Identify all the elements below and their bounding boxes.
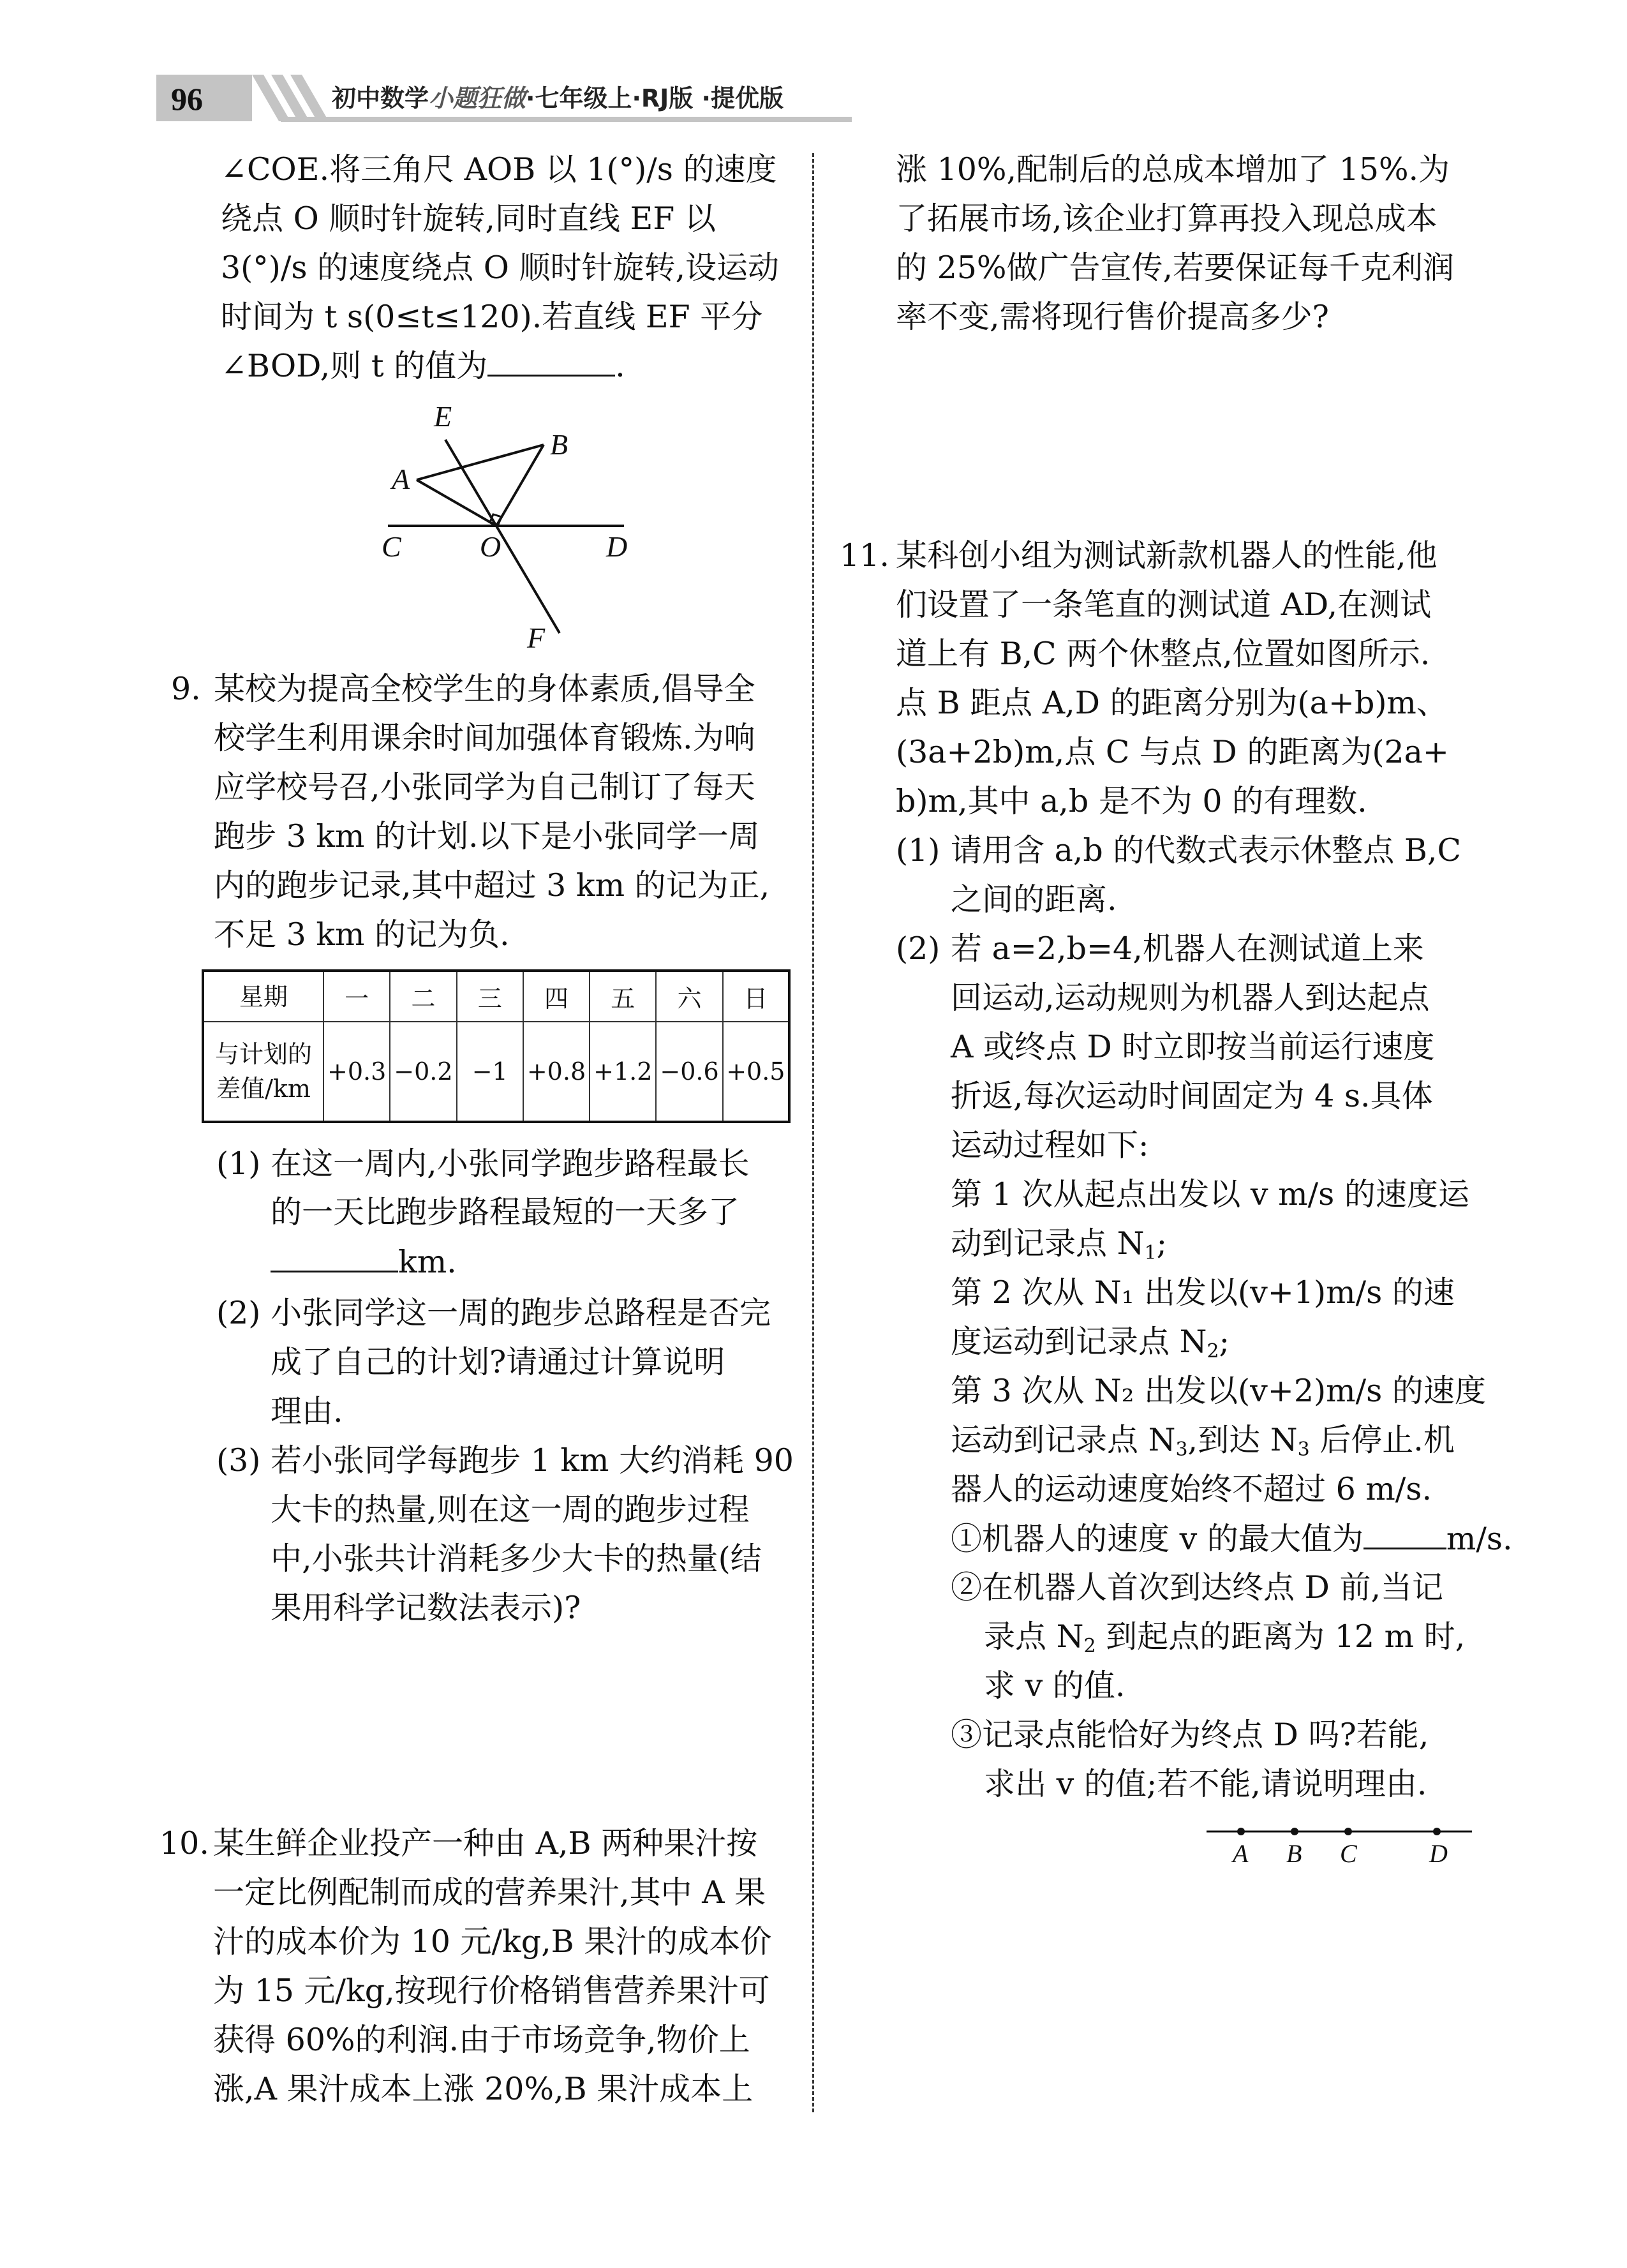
q9-line: 不足 3 km 的记为负. xyxy=(214,916,510,953)
title-suffix: ·七年级上·RJ版 ·提优版 xyxy=(526,84,784,112)
q8-line: ∠COE.将三角尺 AOB 以 1(°)/s 的速度 xyxy=(221,151,777,188)
table-cell-day: 四 xyxy=(523,971,590,1022)
q11-n2-text: 度运动到记录点 N xyxy=(951,1324,1207,1360)
q9-part1-label: (1) xyxy=(216,1145,261,1182)
point-label-b: B xyxy=(1286,1839,1302,1868)
q8-line: 3(°)/s 的速度绕点 O 顺时针旋转,设运动 xyxy=(221,250,780,286)
q11-line: 某科创小组为测试新款机器人的性能,他 xyxy=(896,537,1438,574)
q8-last-line-text: ∠BOD,则 t 的值为 xyxy=(221,348,488,384)
q9-part3-line: 若小张同学每跑步 1 km 大约消耗 90 xyxy=(271,1442,794,1479)
point-c xyxy=(1344,1828,1352,1835)
q8-line: 绕点 O 顺时针旋转,同时直线 EF 以 xyxy=(221,200,716,237)
point-b xyxy=(1291,1828,1298,1835)
item-text: 记录点能恰好为终点 D 吗?若能, xyxy=(982,1717,1429,1753)
table-cell-day: 六 xyxy=(656,971,722,1022)
table-cell-value: −0.2 xyxy=(390,1022,456,1122)
q9-line: 跑步 3 km 的计划.以下是小张同学一周 xyxy=(214,818,760,854)
table-cell-value: +0.3 xyxy=(323,1022,390,1122)
q11-n3-text: 运动到记录点 N xyxy=(951,1422,1176,1458)
table-cell-value: −0.6 xyxy=(656,1022,722,1122)
q9-number: 9. xyxy=(171,671,201,707)
table-header-weekday: 星期 xyxy=(203,971,323,1022)
item-text: 到起点的距离为 12 m 时, xyxy=(1096,1618,1466,1655)
semicolon: ; xyxy=(1156,1225,1168,1262)
title-logo: 小题狂做 xyxy=(429,84,526,112)
label-e: E xyxy=(434,400,452,433)
q11-n3-text: ,到达 N xyxy=(1187,1422,1298,1458)
q11-part2-line: 第 1 次从起点出发以 v m/s 的速度运 xyxy=(951,1176,1469,1212)
table-cell-value: +0.8 xyxy=(523,1022,590,1122)
q10-line: 获得 60%的利润.由于市场竞争,物价上 xyxy=(213,2022,750,2058)
q11-line: 们设置了一条笔直的测试道 AD,在测试 xyxy=(896,586,1432,623)
q11-part2-line: 折返,每次运动时间固定为 4 s.具体 xyxy=(951,1078,1433,1114)
q9-line: 内的跑步记录,其中超过 3 km 的记为正, xyxy=(214,867,770,904)
q9-part2-label: (2) xyxy=(216,1295,261,1331)
q11-part2-line: 若 a=2,b=4,机器人在测试道上来 xyxy=(951,930,1424,967)
title-prefix: 初中数学 xyxy=(332,84,429,112)
table-header-diff-line1: 与计划的 xyxy=(214,1040,312,1068)
label-o: O xyxy=(480,530,501,563)
circled-number: ② xyxy=(951,1569,983,1606)
table-cell-value: +1.2 xyxy=(590,1022,656,1122)
table-header-diff-line2: 差值/km xyxy=(216,1075,311,1103)
point-d xyxy=(1433,1828,1441,1835)
q9-part3-line: 果用科学记数法表示)? xyxy=(271,1590,581,1626)
q10-line: 某生鲜企业投产一种由 A,B 两种果汁按 xyxy=(213,1825,758,1861)
q9-line: 某校为提高全校学生的身体素质,倡导全 xyxy=(214,671,755,707)
q11-line: 点 B 距点 A,D 的距离分别为(a+b)m、 xyxy=(896,685,1448,721)
table-cell-value: +0.5 xyxy=(723,1022,789,1122)
q11-n1-text: 动到记录点 N xyxy=(951,1225,1145,1262)
q10-line: 涨 10%,配制后的总成本增加了 15%.为 xyxy=(896,151,1450,188)
subscript: 3 xyxy=(1175,1438,1188,1461)
q11-part2-line: 运动过程如下: xyxy=(951,1127,1149,1163)
q11-line: (3a+2b)m,点 C 与点 D 的距离为(2a+ xyxy=(896,734,1449,770)
point-label-d: D xyxy=(1429,1839,1448,1868)
table-cell-day: 三 xyxy=(457,971,523,1022)
point-label-c: C xyxy=(1340,1839,1357,1868)
subscript: 2 xyxy=(1207,1340,1219,1362)
q11-line: 道上有 B,C 两个休整点,位置如图所示. xyxy=(896,636,1430,672)
item-text: 录点 N xyxy=(984,1618,1084,1655)
label-b: B xyxy=(550,428,568,461)
q9-part2-line: 理由. xyxy=(271,1393,343,1429)
q10-line: 为 15 元/kg,按现行价格销售营养果汁可 xyxy=(213,1973,770,2009)
q11-part2-line: 回运动,运动规则为机器人到达起点 xyxy=(951,980,1430,1016)
item-text: 在机器人首次到达终点 D 前,当记 xyxy=(982,1569,1444,1606)
table-cell-day: 一 xyxy=(323,971,390,1022)
q10-line: 了拓展市场,该企业打算再投入现总成本 xyxy=(896,200,1438,237)
circled-number: ① xyxy=(951,1521,983,1557)
q11-n3-text: 后停止.机 xyxy=(1309,1422,1455,1458)
q9-part1-line: 在这一周内,小张同学跑步路程最长 xyxy=(271,1145,750,1182)
q11-part2-label: (2) xyxy=(896,930,940,967)
table-cell-day: 二 xyxy=(390,971,456,1022)
q11-part2-line: 器人的运动速度始终不超过 6 m/s. xyxy=(951,1471,1432,1507)
q9-part2-line: 成了自己的计划?请通过计算说明 xyxy=(271,1344,725,1380)
q11-line: b)m,其中 a,b 是不为 0 的有理数. xyxy=(896,783,1367,819)
q10-line: 率不变,需将现行售价提高多少? xyxy=(896,299,1329,335)
subscript: 2 xyxy=(1083,1635,1096,1657)
q11-part1-line: 请用含 a,b 的代数式表示休整点 B,C xyxy=(951,832,1461,869)
q9-part1-line: 的一天比跑步路程最短的一天多了 xyxy=(271,1194,740,1230)
q9-part3-label: (3) xyxy=(216,1442,261,1479)
point-label-a: A xyxy=(1233,1839,1249,1868)
q9-line: 应学校号召,小张同学为自己制订了每天 xyxy=(214,769,755,805)
q9-line: 校学生利用课余时间加强体育锻炼.为响 xyxy=(214,720,755,756)
subscript: 3 xyxy=(1297,1438,1310,1461)
item-text: 机器人的速度 v 的最大值为 xyxy=(982,1521,1363,1557)
table-cell-day: 五 xyxy=(590,971,656,1022)
q11-part2-line: 第 3 次从 N₂ 出发以(v+2)m/s 的速度 xyxy=(951,1373,1486,1409)
q11-part1-line: 之间的距离. xyxy=(951,881,1117,918)
q11-item-3-cont: 求出 v 的值;若不能,请说明理由. xyxy=(984,1766,1427,1802)
q10-line: 汁的成本价为 10 元/kg,B 果汁的成本价 xyxy=(213,1923,772,1960)
q11-part1-label: (1) xyxy=(896,832,940,869)
label-d: D xyxy=(606,530,628,563)
q8-line: 时间为 t s(0≤t≤120).若直线 EF 平分 xyxy=(221,299,763,335)
q11-part2-line: 第 2 次从 N₁ 出发以(v+1)m/s 的速 xyxy=(951,1274,1455,1311)
table-cell-value: −1 xyxy=(457,1022,523,1122)
q10-line: 一定比例配制而成的营养果汁,其中 A 果 xyxy=(213,1874,766,1911)
q10-line: 的 25%做广告宣传,若要保证每千克利润 xyxy=(896,250,1455,286)
circled-number: ③ xyxy=(951,1717,983,1753)
q11-item-2-cont: 求 v 的值. xyxy=(984,1667,1126,1704)
label-f: F xyxy=(527,622,546,654)
q10-number: 10. xyxy=(160,1825,209,1861)
item-unit: m/s. xyxy=(1446,1521,1513,1557)
label-c: C xyxy=(382,530,401,563)
q9-part2-line: 小张同学这一周的跑步总路程是否完 xyxy=(271,1295,771,1331)
point-a xyxy=(1237,1828,1245,1835)
q11-part2-line: A 或终点 D 时立即按当前运行速度 xyxy=(951,1029,1435,1065)
q11-number: 11. xyxy=(840,537,889,574)
q8-period: . xyxy=(615,348,625,384)
q10-line: 涨,A 果汁成本上涨 20%,B 果汁成本上 xyxy=(213,2071,754,2107)
q9-part3-line: 大卡的热量,则在这一周的跑步过程 xyxy=(271,1491,750,1528)
label-a: A xyxy=(392,463,410,495)
table-cell-day: 日 xyxy=(723,971,789,1022)
q9-part1-unit: km. xyxy=(398,1244,457,1280)
subscript: 1 xyxy=(1144,1242,1157,1264)
semicolon: ; xyxy=(1219,1324,1230,1360)
page-number: 96 xyxy=(171,81,203,117)
q9-part3-line: 中,小张共计消耗多少大卡的热量(结 xyxy=(271,1541,762,1577)
